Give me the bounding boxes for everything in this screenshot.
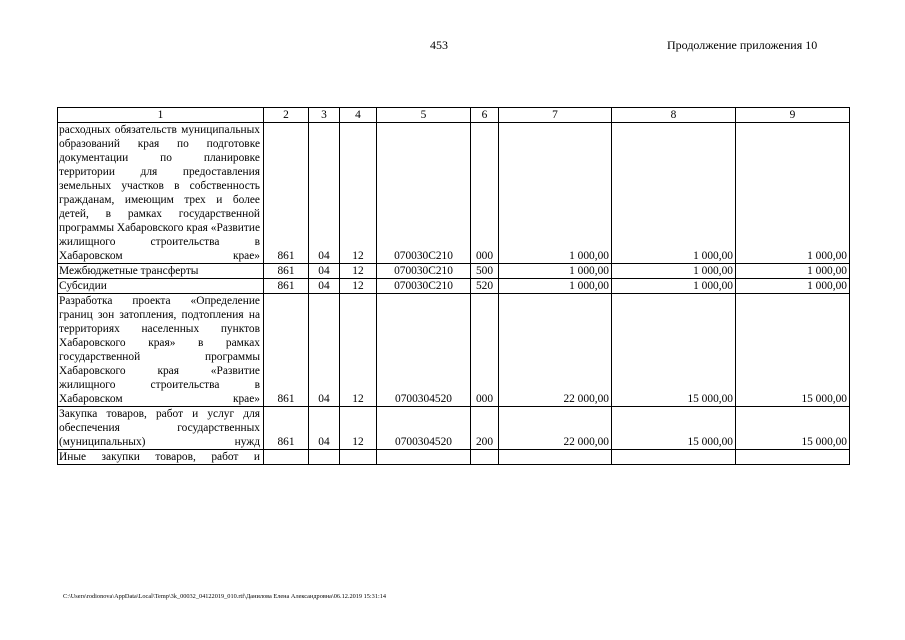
- subsection-code: [340, 450, 377, 465]
- ministry-code: 861: [264, 264, 309, 279]
- target-article-code: 0700304520: [377, 407, 471, 450]
- amount-col-7: 1 000,00: [499, 123, 612, 264]
- table-row: [58, 264, 850, 279]
- target-article-code: [377, 450, 471, 465]
- expense-type-code: 500: [471, 264, 499, 279]
- target-article-code: 070030C210: [377, 123, 471, 264]
- column-number: 4: [340, 108, 377, 123]
- table-row: [58, 294, 850, 407]
- amount-col-9: 1 000,00: [736, 279, 850, 294]
- row-name: расходных обязательств муниципальных образований края по подготовке документации по планировке территории для предоставления земельных участков в собственность гражданам, имеющим трех и более детей, в рамках государственной программы Хабаровского края «Развитие жилищного строительства в Хабаровском крае»: [58, 123, 264, 264]
- column-number: 1: [58, 108, 264, 123]
- page-number: 453: [430, 38, 448, 52]
- target-article-code: 070030C210: [377, 264, 471, 279]
- subsection-code: 12: [340, 279, 377, 294]
- subsection-code: 12: [340, 407, 377, 450]
- column-number: 5: [377, 108, 471, 123]
- section-code: [309, 450, 340, 465]
- ministry-code: 861: [264, 407, 309, 450]
- amount-col-8: 15 000,00: [612, 407, 736, 450]
- amount-col-8: 1 000,00: [612, 123, 736, 264]
- subsection-code: 12: [340, 294, 377, 407]
- subsection-code: 12: [340, 264, 377, 279]
- ministry-code: 861: [264, 123, 309, 264]
- amount-col-9: 1 000,00: [736, 123, 850, 264]
- amount-col-9: [736, 450, 850, 465]
- table-row: [58, 407, 850, 450]
- column-number: 3: [309, 108, 340, 123]
- amount-col-7: 22 000,00: [499, 407, 612, 450]
- subsection-code: 12: [340, 123, 377, 264]
- expense-type-code: 200: [471, 407, 499, 450]
- footer-file-path: C:\Users\rodionova\AppData\Local\Temp\3k_00032_04122019_010.rtf\Данилова Елена Александровна\06.12.2019 15:31:14: [63, 593, 387, 600]
- expense-type-code: [471, 450, 499, 465]
- row-name: Межбюджетные трансферты: [58, 264, 264, 279]
- amount-col-8: 1 000,00: [612, 264, 736, 279]
- budget-table: [57, 107, 850, 465]
- amount-col-7: 22 000,00: [499, 294, 612, 407]
- expense-type-code: 000: [471, 123, 499, 264]
- table-row: [58, 279, 850, 294]
- section-code: 04: [309, 264, 340, 279]
- section-code: 04: [309, 123, 340, 264]
- row-name: Закупка товаров, работ и услуг для обеспечения государственных (муниципальных) нужд: [58, 407, 264, 450]
- row-name: Разработка проекта «Определение границ зон затопления, подтопления на территориях населенных пунктов Хабаровского края» в рамках государственной программы Хабаровского края «Развитие жилищного строительства в Хабаровском крае»: [58, 294, 264, 407]
- amount-col-8: [612, 450, 736, 465]
- section-code: 04: [309, 294, 340, 407]
- amount-col-9: 15 000,00: [736, 294, 850, 407]
- column-number: 6: [471, 108, 499, 123]
- row-name: Субсидии: [58, 279, 264, 294]
- ministry-code: 861: [264, 294, 309, 407]
- amount-col-7: 1 000,00: [499, 264, 612, 279]
- target-article-code: 070030C210: [377, 279, 471, 294]
- amount-col-8: 15 000,00: [612, 294, 736, 407]
- table-row: [58, 450, 850, 465]
- column-number: 8: [612, 108, 736, 123]
- amount-col-9: 15 000,00: [736, 407, 850, 450]
- expense-type-code: 000: [471, 294, 499, 407]
- amount-col-8: 1 000,00: [612, 279, 736, 294]
- column-number-row: [58, 108, 850, 123]
- appendix-continuation-label: Продолжение приложения 10: [667, 38, 818, 52]
- ministry-code: 861: [264, 279, 309, 294]
- expense-type-code: 520: [471, 279, 499, 294]
- ministry-code: [264, 450, 309, 465]
- amount-col-7: 1 000,00: [499, 279, 612, 294]
- amount-col-9: 1 000,00: [736, 264, 850, 279]
- column-number: 2: [264, 108, 309, 123]
- section-code: 04: [309, 407, 340, 450]
- target-article-code: 0700304520: [377, 294, 471, 407]
- table-row: [58, 123, 850, 264]
- column-number: 7: [499, 108, 612, 123]
- column-number: 9: [736, 108, 850, 123]
- row-name: Иные закупки товаров, работ и: [58, 450, 264, 465]
- section-code: 04: [309, 279, 340, 294]
- amount-col-7: [499, 450, 612, 465]
